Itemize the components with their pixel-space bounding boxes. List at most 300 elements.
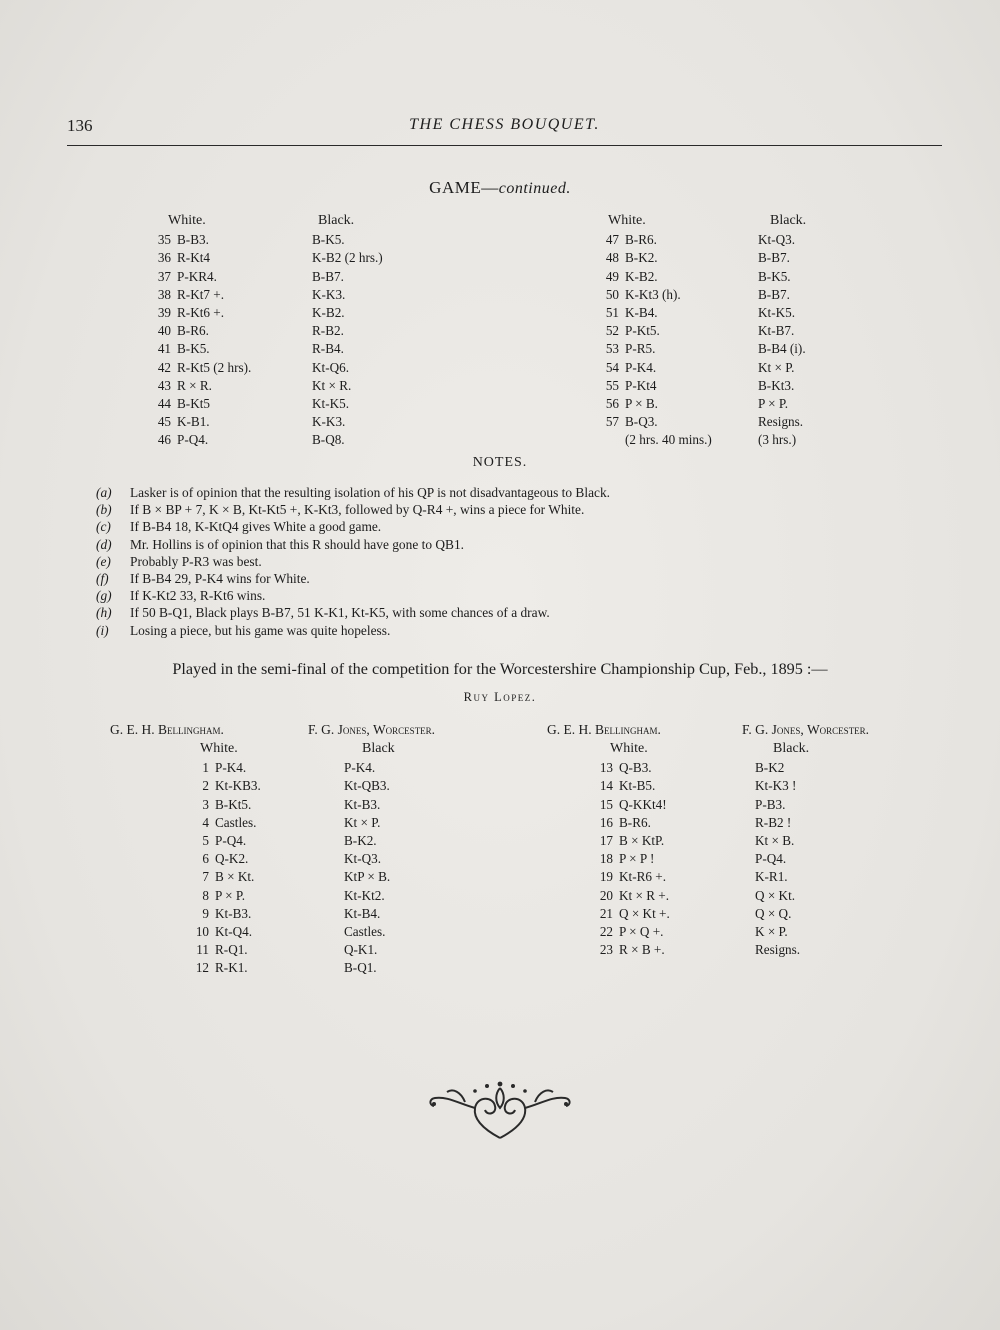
white-move: Q-KKt4! [619, 796, 667, 812]
black-move: Kt-B7. [758, 323, 795, 339]
white-move: P × B. [625, 395, 658, 411]
move-number: 42 [157, 359, 171, 375]
move-number: 22 [599, 923, 613, 939]
move-number: 43 [157, 377, 171, 393]
white-move: R-Kt4 [177, 250, 210, 266]
note-text: Mr. Hollins is of opinion that this R should have gone to QB1. [130, 536, 465, 552]
move-row [312, 322, 383, 340]
white-move: P-Kt4 [625, 377, 657, 393]
move-row [188, 887, 261, 905]
column-label: Black. [773, 741, 810, 756]
black-move: Kt-Q6. [312, 359, 349, 375]
move-row [592, 887, 670, 905]
move-row [758, 395, 806, 413]
column-label: Black. [318, 213, 355, 228]
white-player-name: G. E. H. Bellingham. [547, 722, 661, 737]
white-move: Q × Kt +. [619, 905, 670, 921]
black-move: B-K5. [758, 268, 791, 284]
white-move: P × P. [215, 887, 246, 903]
game1-left-white-moves [150, 231, 251, 449]
move-row [755, 868, 809, 886]
white-move: K-Kt3 (h). [625, 286, 681, 302]
move-row [755, 941, 809, 959]
black-move: B-B7. [758, 250, 790, 266]
column-label: White. [168, 213, 206, 228]
move-number: 16 [599, 814, 613, 830]
move-row [592, 796, 670, 814]
column-label: White. [200, 741, 238, 756]
move-number: 5 [202, 832, 209, 848]
move-row [344, 959, 395, 977]
white-move: B-K5. [177, 341, 210, 357]
note-text: If B-B4 18, K-KtQ4 gives White a good game. [130, 519, 382, 535]
move-row [312, 231, 383, 249]
white-move: P-K4. [625, 359, 657, 375]
game1-left-black-column [312, 212, 383, 449]
move-number: 4 [202, 814, 209, 830]
move-number: 47 [605, 232, 619, 248]
note-letter: (f) [96, 570, 109, 586]
black-move: Kt × R. [312, 377, 352, 393]
move-row [344, 905, 395, 923]
move-row [150, 377, 251, 395]
move-number: 11 [196, 942, 209, 958]
game1-right-black-moves [758, 231, 806, 449]
move-row [598, 377, 712, 395]
move-row [344, 923, 395, 941]
white-move: B-R6. [619, 814, 651, 830]
black-move: B-Kt3. [758, 377, 795, 393]
black-move: Kt-Kt2. [344, 887, 385, 903]
move-row [312, 413, 383, 431]
game1-right-black-column [758, 212, 806, 449]
move-row [755, 796, 809, 814]
page-header [67, 116, 942, 150]
black-move: R-B2. [312, 323, 344, 339]
move-row [592, 868, 670, 886]
black-player-name [308, 722, 435, 738]
note-item [96, 553, 610, 570]
move-row [150, 322, 251, 340]
move-row [344, 814, 395, 832]
move-row [150, 340, 251, 358]
move-row [188, 759, 261, 777]
black-move: Kt-K5. [312, 395, 349, 411]
move-row [150, 359, 251, 377]
move-row [598, 231, 712, 249]
game2-right-black-column [755, 740, 809, 959]
move-row [312, 304, 383, 322]
game1-right-white-moves [598, 231, 712, 449]
white-move: K-B1. [177, 414, 210, 430]
move-row [150, 304, 251, 322]
game2-intro: Played in the semi-final of the competition for the Worcestershire Championship Cup, Feb., 1895 :— [172, 660, 828, 678]
white-move: Kt-R6 +. [619, 869, 666, 885]
move-row [312, 268, 383, 286]
black-move: Kt × P. [344, 814, 381, 830]
move-number: 44 [157, 395, 171, 411]
white-move: Kt-B3. [215, 905, 252, 921]
move-row [592, 814, 670, 832]
game1-left-white-column [150, 212, 251, 449]
move-row [188, 850, 261, 868]
white-move: P × Q +. [619, 923, 664, 939]
white-move: Kt-KB3. [215, 778, 261, 794]
black-move: Kt-Q3. [758, 232, 795, 248]
move-row [598, 268, 712, 286]
black-move: B-K5. [312, 232, 345, 248]
move-number: 52 [605, 323, 619, 339]
note-text: Probably P-R3 was best. [130, 553, 262, 569]
move-number: 6 [202, 851, 209, 867]
move-row [344, 759, 395, 777]
move-row [344, 832, 395, 850]
game2-right-white-moves [592, 759, 670, 959]
move-number: 36 [157, 250, 171, 266]
move-row [188, 796, 261, 814]
black-move: B-B4 (i). [758, 341, 806, 357]
white-move: P-KR4. [177, 268, 217, 284]
move-row [188, 959, 261, 977]
move-row [150, 231, 251, 249]
note-letter: (h) [96, 605, 112, 621]
game2-left-black-column [344, 740, 395, 977]
move-row [312, 395, 383, 413]
game-heading-prefix: GAME— [429, 178, 499, 197]
white-move: P-Q4. [177, 432, 209, 448]
white-move: R-Kt7 +. [177, 286, 224, 302]
black-move: Resigns. [755, 942, 801, 958]
header-rule [67, 145, 942, 146]
move-row [344, 777, 395, 795]
move-row [598, 395, 712, 413]
column-label: White. [610, 741, 648, 756]
move-number: 46 [157, 432, 171, 448]
black-move: B-B7. [312, 268, 344, 284]
note-letter: (b) [96, 502, 112, 518]
move-row [598, 322, 712, 340]
move-row [312, 359, 383, 377]
note-item [96, 501, 610, 518]
move-row [592, 850, 670, 868]
move-number: 55 [605, 377, 619, 393]
game1-left-black-moves [312, 231, 383, 449]
move-number: 7 [202, 869, 209, 885]
black-move: Q × Q. [755, 905, 792, 921]
move-row [592, 905, 670, 923]
white-move: B-Kt5. [215, 796, 252, 812]
move-row [598, 286, 712, 304]
move-row [758, 377, 806, 395]
note-letter: (g) [96, 588, 112, 604]
move-row [150, 268, 251, 286]
note-item [96, 518, 610, 535]
move-row [598, 304, 712, 322]
black-move: KtP × B. [344, 869, 391, 885]
white-move: K-B2. [625, 268, 658, 284]
white-move: P-Kt5. [625, 323, 660, 339]
black-move: Kt-Q3. [344, 851, 381, 867]
column-label: White. [608, 213, 646, 228]
game1-right-white-column [598, 212, 712, 449]
move-number: 1 [202, 760, 209, 776]
move-row [755, 832, 809, 850]
move-row [755, 759, 809, 777]
move-row [312, 377, 383, 395]
game2-right-white-column [592, 740, 670, 959]
note-letter: (a) [96, 485, 112, 500]
move-row [188, 941, 261, 959]
game-heading-suffix: continued. [498, 180, 571, 197]
move-number: 12 [195, 960, 209, 976]
move-number: 14 [599, 778, 613, 794]
white-player-name: G. E. H. Bellingham. [110, 722, 224, 737]
move-number: 3 [202, 796, 209, 812]
note-letter: (e) [96, 553, 111, 569]
move-row [188, 814, 261, 832]
black-move: K-B2. [312, 304, 345, 320]
note-letter: (c) [96, 519, 111, 535]
move-number: 41 [157, 341, 171, 357]
note-item [96, 570, 610, 587]
move-row [598, 249, 712, 267]
move-number: 37 [157, 268, 171, 284]
move-row [758, 304, 806, 322]
white-move: Q-K2. [215, 851, 249, 867]
note-text: If B-B4 29, P-K4 wins for White. [130, 570, 310, 586]
move-number: 48 [605, 250, 619, 266]
black-move: K-R1. [755, 869, 788, 885]
move-row [312, 249, 383, 267]
move-number: 23 [599, 942, 613, 958]
move-row [758, 431, 806, 449]
note-text: If K-Kt2 33, R-Kt6 wins. [130, 588, 266, 604]
move-number: 8 [202, 887, 209, 903]
white-move: B-B3. [177, 232, 209, 248]
game2-right-black-moves [755, 759, 809, 959]
black-move: B-K2. [344, 832, 377, 848]
move-row [758, 231, 806, 249]
note-text: Lasker is of opinion that the resulting isolation of his QP is not disadvantageous to Black. [130, 485, 611, 500]
move-number: 10 [195, 923, 209, 939]
black-move: K-B2 (2 hrs.) [312, 250, 383, 266]
note-text: If 50 B-Q1, Black plays B-B7, 51 K-K1, Kt-K5, with some chances of a draw. [130, 605, 550, 621]
move-row [598, 431, 712, 449]
move-number: 57 [605, 414, 619, 430]
column-label: Black [362, 741, 395, 756]
move-row [758, 359, 806, 377]
column-label: Black. [770, 213, 807, 228]
move-row [755, 887, 809, 905]
white-move: (2 hrs. 40 mins.) [625, 432, 712, 448]
move-number [598, 431, 625, 449]
move-row [755, 905, 809, 923]
move-number: 50 [605, 286, 619, 302]
white-move: B-R6. [177, 323, 209, 339]
move-row [758, 249, 806, 267]
move-row [755, 777, 809, 795]
black-move: R-B2 ! [755, 814, 792, 830]
move-row [758, 286, 806, 304]
white-move: B-Q3. [625, 414, 658, 430]
move-row [344, 796, 395, 814]
move-row [592, 759, 670, 777]
move-row [344, 850, 395, 868]
move-row [758, 340, 806, 358]
black-player-name-text: F. G. Jones, Worcester. [742, 722, 870, 737]
black-move: Kt-K5. [758, 304, 795, 320]
white-move: B × KtP. [619, 832, 665, 848]
move-number: 15 [599, 796, 613, 812]
move-row [755, 814, 809, 832]
note-item [96, 622, 610, 639]
white-move: R × B +. [619, 942, 665, 958]
note-item [96, 604, 610, 621]
move-row [150, 286, 251, 304]
note-text: Losing a piece, but his game was quite hopeless. [130, 622, 391, 638]
move-row [755, 923, 809, 941]
move-number: 53 [605, 341, 619, 357]
move-row [598, 340, 712, 358]
move-number: 39 [157, 304, 171, 320]
move-row [312, 286, 383, 304]
move-number: 20 [599, 887, 613, 903]
move-row [598, 359, 712, 377]
move-number: 2 [202, 778, 209, 794]
move-row [344, 941, 395, 959]
note-text: If B × BP + 7, K × B, Kt-Kt5 +, K-Kt3, followed by Q-R4 +, wins a piece for White. [130, 502, 585, 518]
game-continued-heading [0, 178, 1000, 198]
move-number: 35 [157, 232, 171, 248]
move-row [755, 850, 809, 868]
page-number: 136 [67, 116, 93, 135]
black-move: Kt × B. [755, 832, 795, 848]
white-move: Kt-Q4. [215, 923, 252, 939]
move-row [598, 413, 712, 431]
black-move: B-K2 [755, 760, 785, 776]
move-row [758, 413, 806, 431]
move-row [592, 777, 670, 795]
running-title: THE CHESS BOUQUET. [409, 116, 600, 133]
move-number: 38 [157, 286, 171, 302]
white-move: B-K2. [625, 250, 658, 266]
black-move: P-Q4. [755, 851, 787, 867]
white-move: R × R. [177, 377, 212, 393]
move-number: 18 [599, 851, 613, 867]
black-move: (3 hrs.) [758, 432, 797, 448]
move-row [312, 431, 383, 449]
white-move: K-B4. [625, 304, 658, 320]
white-move: Kt-B5. [619, 778, 656, 794]
white-move: P-R5. [625, 341, 656, 357]
black-move: K-K3. [312, 414, 346, 430]
move-row [592, 923, 670, 941]
move-number: 21 [599, 905, 613, 921]
black-move: K × P. [755, 923, 788, 939]
white-move: P-Q4. [215, 832, 247, 848]
white-move: B-Kt5 [177, 395, 210, 411]
move-row [150, 413, 251, 431]
white-move: B-R6. [625, 232, 657, 248]
white-move: R-K1. [215, 960, 248, 976]
notes-list [96, 484, 610, 639]
move-row [592, 941, 670, 959]
white-move: Kt × R +. [619, 887, 670, 903]
black-move: B-Q8. [312, 432, 345, 448]
white-move: R-Kt6 +. [177, 304, 224, 320]
white-move: P × P ! [619, 851, 655, 867]
black-player-name [742, 722, 869, 738]
black-move: B-B7. [758, 286, 790, 302]
black-move: P-B3. [755, 796, 786, 812]
black-move: Castles. [344, 923, 386, 939]
move-row [758, 322, 806, 340]
white-move: R-Kt5 (2 hrs). [177, 359, 252, 375]
black-move: Q-K1. [344, 942, 378, 958]
move-row [188, 905, 261, 923]
black-move: R-B4. [312, 341, 344, 357]
game2-left-black-moves [344, 759, 395, 977]
note-item [96, 484, 610, 501]
move-row [312, 340, 383, 358]
note-item [96, 536, 610, 553]
scroll-flourish-ornament-icon [425, 1078, 575, 1142]
game2-left-white-column [188, 740, 261, 977]
black-move: Kt-K3 ! [755, 778, 797, 794]
black-move: K-K3. [312, 286, 346, 302]
note-letter: (d) [96, 536, 112, 552]
white-move: P-K4. [215, 760, 247, 776]
move-number: 45 [157, 414, 171, 430]
black-move: Kt-QB3. [344, 778, 390, 794]
move-number: 40 [157, 323, 171, 339]
move-number: 56 [605, 395, 619, 411]
black-move: Resigns. [758, 414, 804, 430]
move-row [188, 777, 261, 795]
black-move: Kt-B4. [344, 905, 381, 921]
move-row [188, 868, 261, 886]
move-number: 19 [599, 869, 613, 885]
move-number: 17 [599, 832, 613, 848]
white-move: Q-B3. [619, 760, 652, 776]
black-player-name-text: F. G. Jones, Worcester. [308, 722, 436, 737]
move-row [150, 431, 251, 449]
move-row [592, 832, 670, 850]
game2-left-white-moves [188, 759, 261, 977]
move-row [150, 249, 251, 267]
white-move: Castles. [215, 814, 257, 830]
move-row [188, 923, 261, 941]
move-row [188, 832, 261, 850]
move-number: 49 [605, 268, 619, 284]
black-move: Kt × P. [758, 359, 795, 375]
move-number: 51 [605, 304, 619, 320]
black-move: Kt-B3. [344, 796, 381, 812]
notes-heading: NOTES. [472, 455, 528, 470]
move-number: 13 [599, 760, 613, 776]
black-move: P × P. [758, 395, 789, 411]
white-move: B × Kt. [215, 869, 255, 885]
black-move: Q × Kt. [755, 887, 796, 903]
move-row [758, 268, 806, 286]
note-letter: (i) [96, 622, 109, 638]
opening-name: Ruy Lopez. [463, 690, 537, 704]
move-row [344, 887, 395, 905]
black-move: P-K4. [344, 760, 376, 776]
move-number: 54 [605, 359, 619, 375]
black-move: B-Q1. [344, 960, 377, 976]
move-number: 9 [202, 905, 209, 921]
